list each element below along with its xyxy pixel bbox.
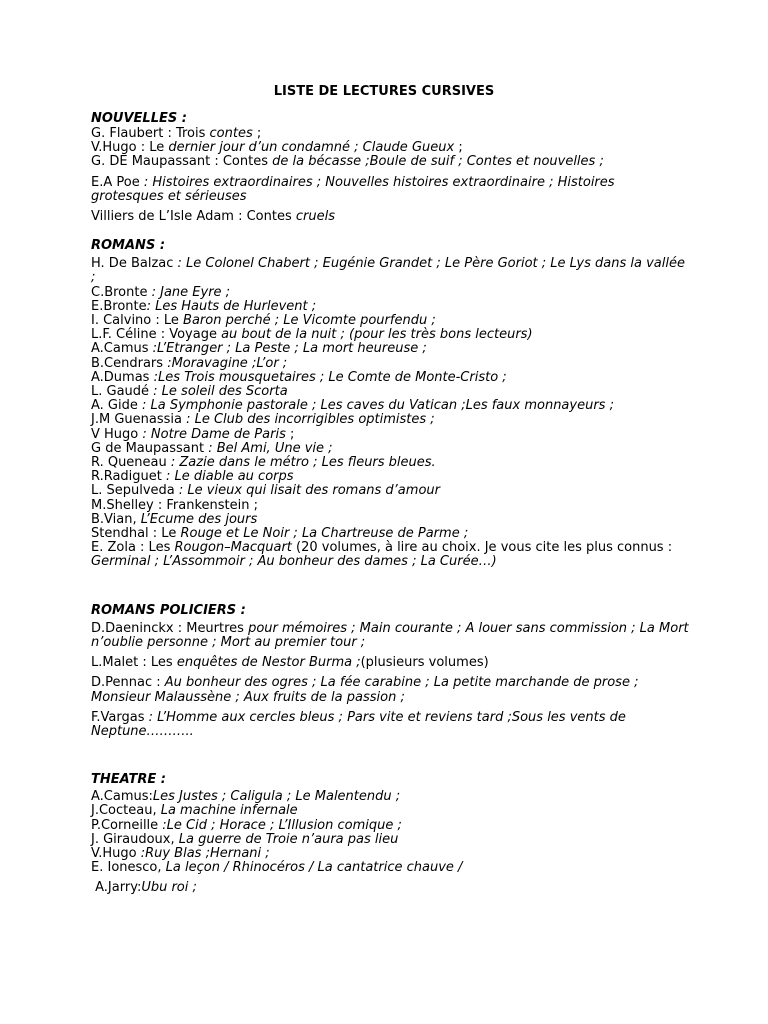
list-item: L.F. Céline : Voyage au bout de la nuit ; (pour les très bons lecteurs) <box>91 327 533 343</box>
list-item: J. Giraudoux, La guerre de Troie n’aura pas lieu <box>91 831 399 847</box>
section-heading-policiers: ROMANS POLICIERS : <box>91 602 246 618</box>
list-item: A. Gide : La Symphonie pastorale ; Les caves du Vatican ;Les faux monnayeurs ; <box>91 398 614 414</box>
list-item: G. Flaubert : Trois contes ; <box>91 126 262 141</box>
list-item: A.Camus :L’Etranger ; La Peste ; La mort heureuse ; <box>91 341 427 357</box>
list-item: L. Sepulveda : Le vieux qui lisait des romans d’amour <box>91 483 440 499</box>
list-item: V Hugo : Notre Dame de Paris ; <box>91 426 295 442</box>
list-item: B.Cendrars :Moravagine ;L’or ; <box>91 355 288 371</box>
list-item: B.Vian, L’Ecume des jours <box>91 511 258 527</box>
list-item: Villiers de L’Isle Adam : Contes cruels <box>91 209 335 225</box>
list-item: J.Cocteau, La machine infernale <box>91 803 298 819</box>
list-item: E. Ionesco, La leçon / Rhinocéros / La cantatrice chauve / <box>91 860 463 876</box>
list-item: R. Queneau : Zazie dans le métro ; Les fleurs bleues. <box>91 455 436 471</box>
list-item: M.Shelley : Frankenstein ; <box>91 497 259 513</box>
section-heading-theatre: THEATRE : <box>91 772 166 788</box>
page-title: LISTE DE LECTURES CURSIVES <box>273 84 495 99</box>
list-item: J.M Guenassia : Le Club des incorrigibles optimistes ; <box>91 412 435 428</box>
list-item: L. Gaudé : Le soleil des Scorta <box>91 384 288 400</box>
list-item: I. Calvino : Le Baron perché ; Le Vicomte pourfendu ; <box>91 313 436 329</box>
list-item: V.Hugo :Ruy Blas ;Hernani ; <box>91 845 270 861</box>
section-heading-nouvelles: NOUVELLES : <box>91 111 187 126</box>
list-item: A.Camus:Les Justes ; Caligula ; Le Malentendu ; <box>91 789 401 805</box>
list-item: D.Pennac : Au bonheur des ogres ; La fée carabine ; La petite marchande de prose ; Monsieur Malaussène ; Aux fruits de la passion ; <box>91 675 639 705</box>
list-item: D.Daeninckx : Meurtres pour mémoires ; Main courante ; A louer sans commission ; La Mort n’oublie personne ; Mort au premier tour ; <box>91 620 689 650</box>
list-item: G. DE Maupassant : Contes de la bécasse ;Boule de suif ; Contes et nouvelles ; <box>91 154 604 170</box>
list-item: E.Bronte: Les Hauts de Hurlevent ; <box>91 298 317 314</box>
section-heading-romans: ROMANS : <box>91 238 166 254</box>
document-page <box>91 84 691 896</box>
list-item: L.Malet : Les enquêtes de Nestor Burma ;(plusieurs volumes) <box>91 655 489 671</box>
list-item: V.Hugo : Le dernier jour d’un condamné ; Claude Gueux ; <box>91 140 463 156</box>
list-item: P.Corneille :Le Cid ; Horace ; L’Illusion comique ; <box>91 817 402 833</box>
list-item: G de Maupassant : Bel Ami, Une vie ; <box>91 440 333 456</box>
list-item: F.Vargas : L’Homme aux cercles bleus ; Pars vite et reviens tard ;Sous les vents de Neptune……….. <box>91 709 626 739</box>
list-item: H. De Balzac : Le Colonel Chabert ; Eugénie Grandet ; Le Père Goriot ; Le Lys dans la vallée ; <box>91 256 685 286</box>
list-item: E. Zola : Les Rougon–Macquart (20 volumes, à lire au choix. Je vous cite les plus connus : Germinal ; L’Assommoir ; Au bonheur des dames ; La Curée…) <box>91 540 673 570</box>
list-item: C.Bronte : Jane Eyre ; <box>91 284 231 300</box>
list-item: A.Dumas :Les Trois mousquetaires ; Le Comte de Monte-Cristo ; <box>91 369 507 385</box>
list-item: Stendhal : Le Rouge et Le Noir ; La Chartreuse de Parme ; <box>91 526 469 542</box>
list-item: E.A Poe : Histoires extraordinaires ; Nouvelles histoires extraordinaire ; Histoires grotesques et sérieuses <box>91 174 615 204</box>
list-item: R.Radiguet : Le diable au corps <box>91 469 294 485</box>
list-item: A.Jarry:Ubu roi ; <box>91 880 197 896</box>
